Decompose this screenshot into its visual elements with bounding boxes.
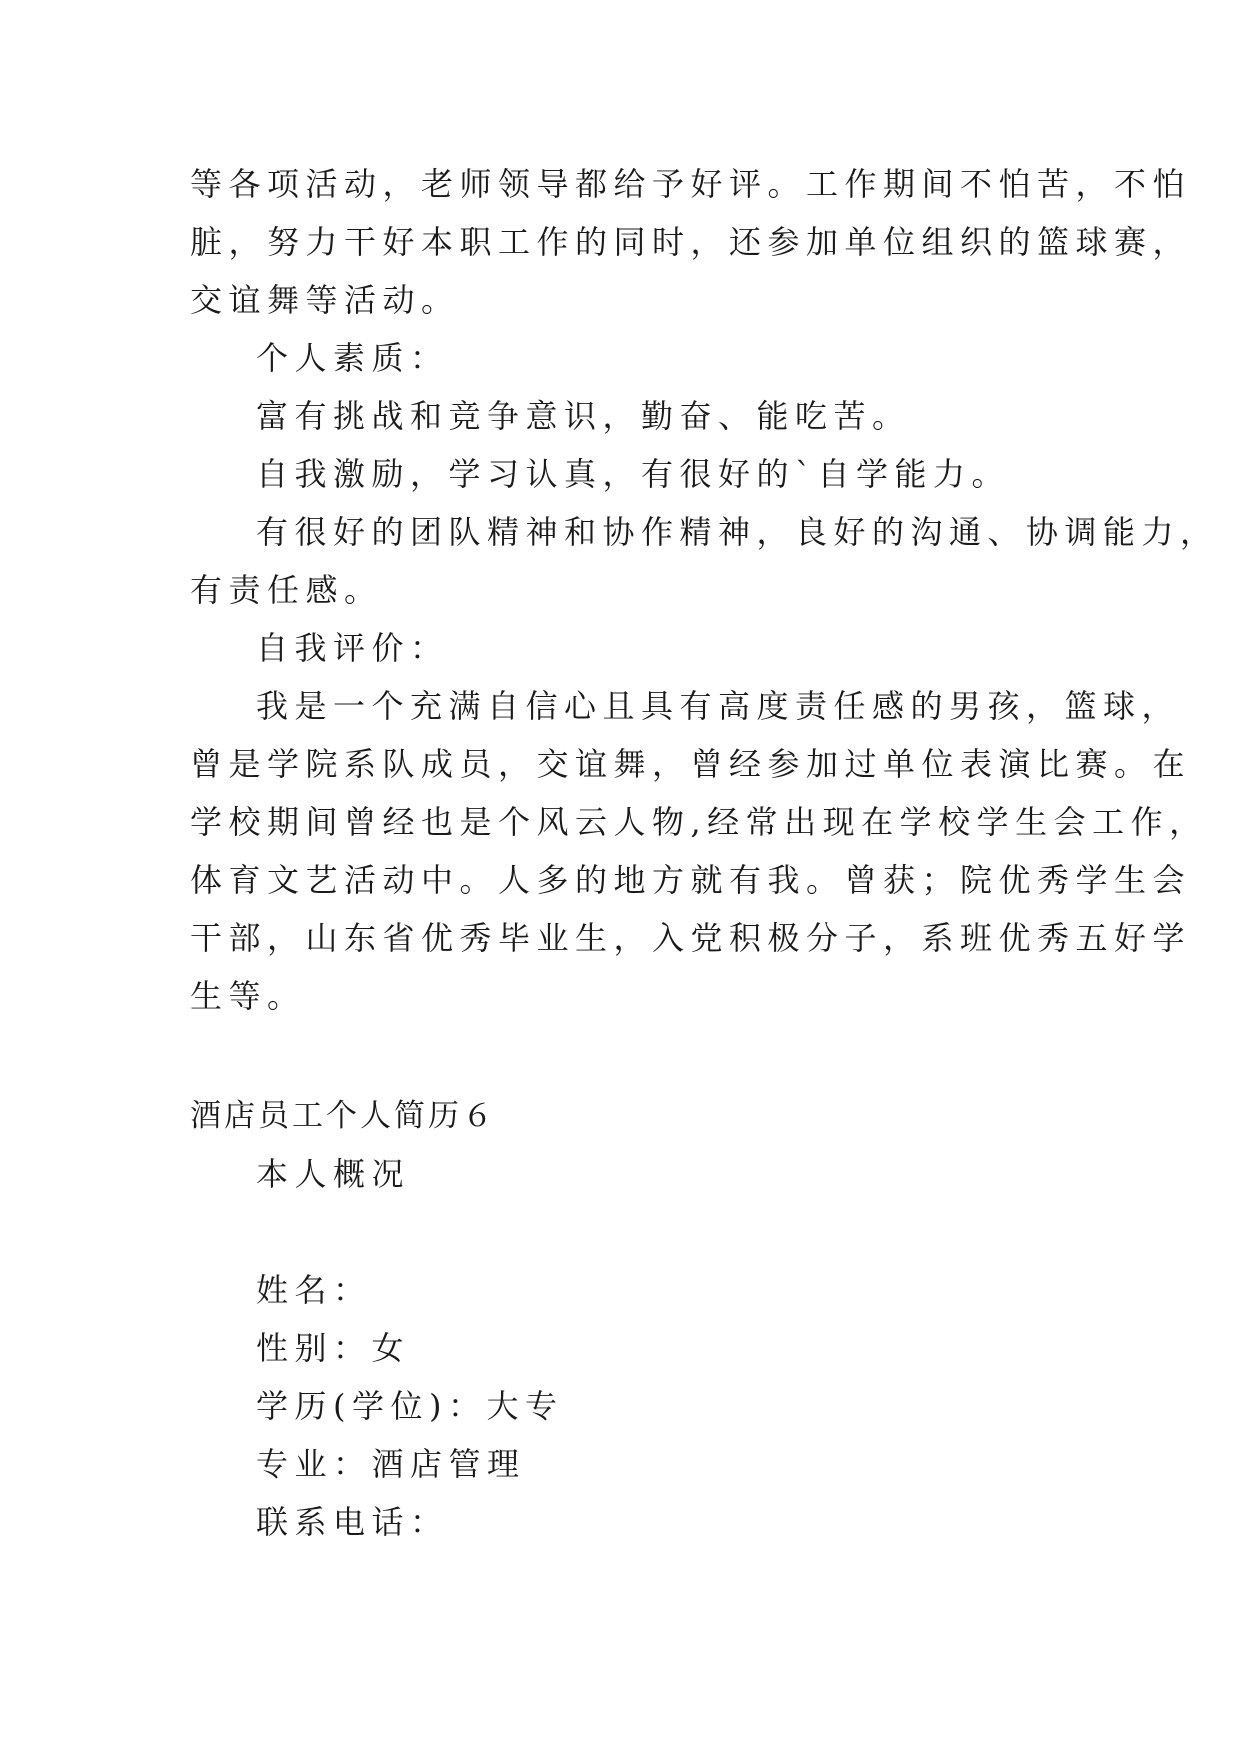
field-name: 姓名： [256,1271,372,1309]
field-major: 专业：酒店管理 [256,1445,526,1483]
paragraph-line: 等各项活动，老师领导都给予好评。工作期间不怕苦，不怕 [190,165,1192,203]
evaluation-line: 生等。 [190,977,306,1015]
field-education: 学历(学位)：大专 [256,1387,564,1425]
evaluation-line: 我是一个充满自信心且具有高度责任感的男孩，篮球， [256,687,1181,725]
evaluation-line: 干部，山东省优秀毕业生，入党积极分子，系班优秀五好学 [190,919,1192,957]
field-phone: 联系电话： [256,1503,449,1541]
paragraph-line: 交谊舞等活动。 [190,281,460,319]
quality-item: 富有挑战和竞争意识，勤奋、能吃苦。 [256,397,911,435]
evaluation-line: 曾是学院系队成员，交谊舞，曾经参加过单位表演比赛。在 [190,745,1192,783]
evaluation-line: 学校期间曾经也是个风云人物,经常出现在学校学生会工作， [190,803,1208,841]
quality-item: 自我激励，学习认真，有很好的`自学能力。 [256,455,1011,493]
paragraph-line: 脏，努力干好本职工作的同时，还参加单位组织的篮球赛， [190,223,1192,261]
evaluation-line: 体育文艺活动中。人多的地方就有我。曾获；院优秀学生会 [190,861,1192,899]
section-heading-self-evaluation: 自我评价： [256,629,449,667]
section-heading-personal-quality: 个人素质： [256,339,449,377]
quality-item: 有很好的团队精神和协作精神，良好的沟通、协调能力， [256,513,1219,551]
field-gender: 性别：女 [256,1329,411,1367]
resume-title: 酒店员工个人简历６ [190,1098,496,1134]
quality-item-continuation: 有责任感。 [190,571,383,609]
overview-heading: 本人概况 [256,1155,411,1193]
